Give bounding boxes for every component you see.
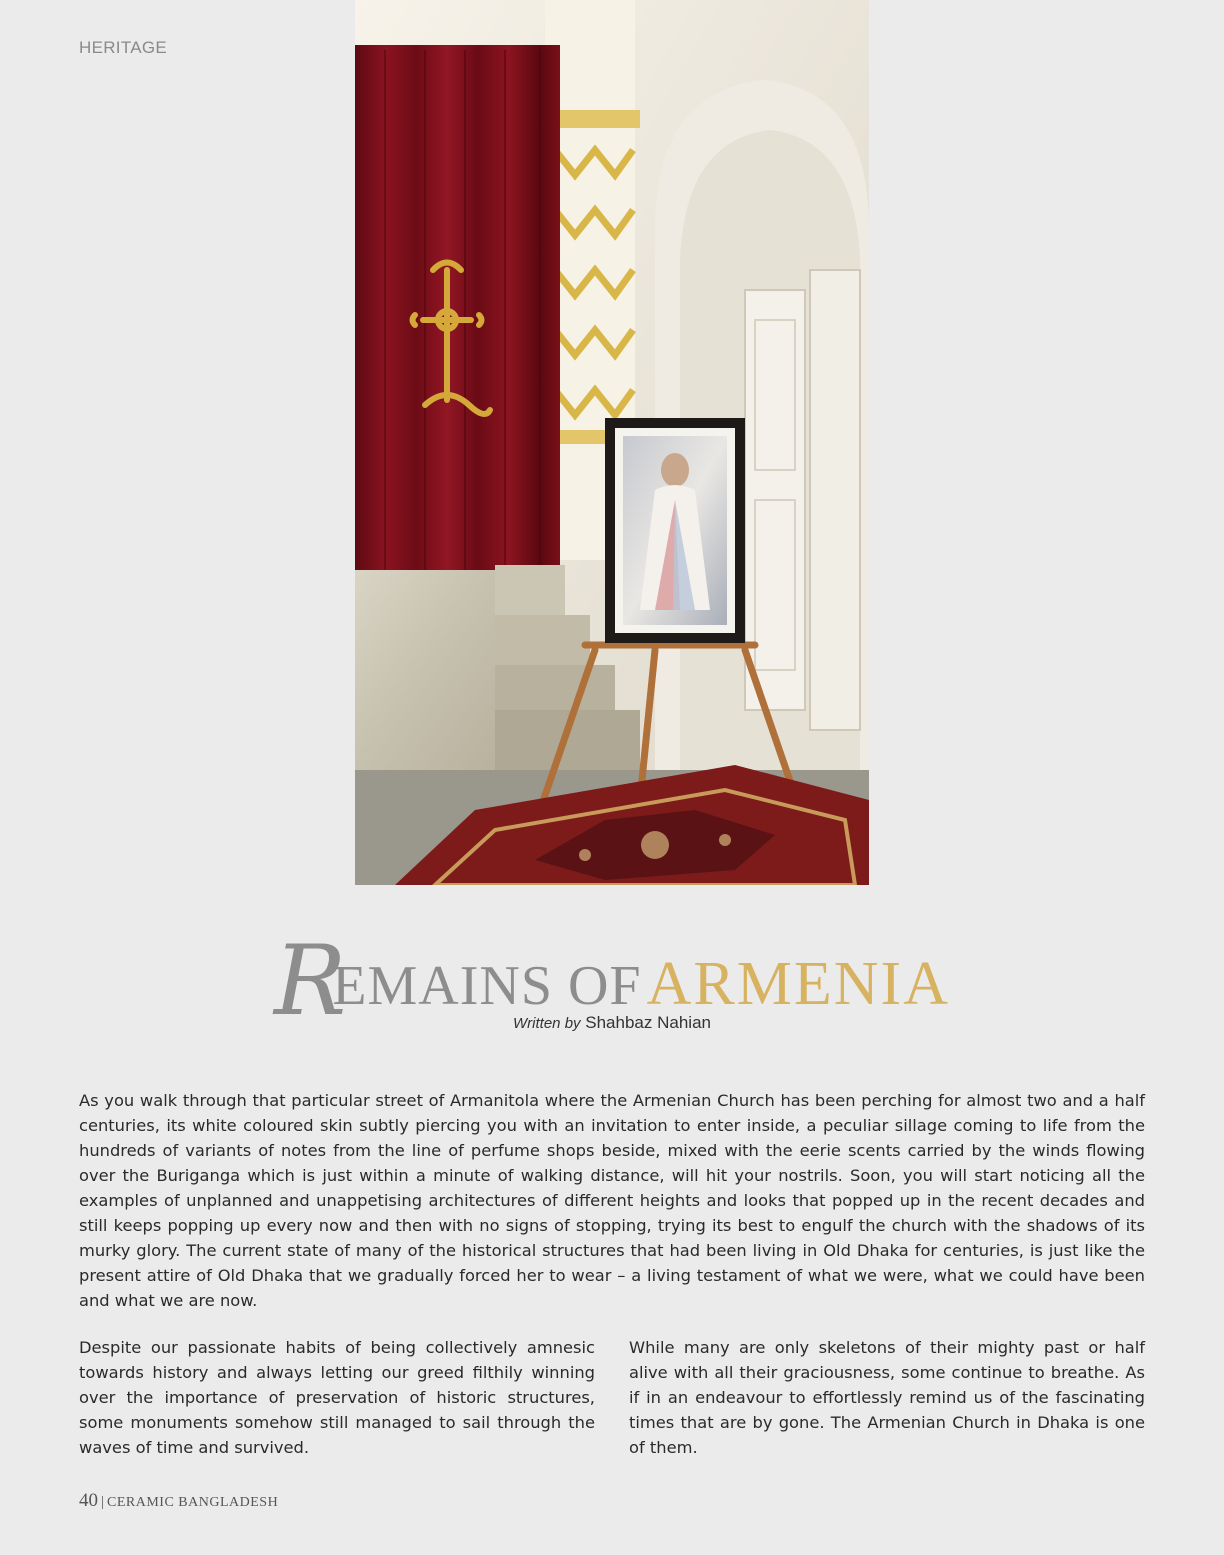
left-column-paragraph: Despite our passionate habits of being collectively amnesic towards history and always letting our greed filthily winning over the importance of preservation of historic structures, some monuments somehow still managed to sail through the waves of time and survived. <box>79 1338 595 1457</box>
title-rest: EMAINS OF <box>332 955 642 1017</box>
title-highlight: ARMENIA <box>646 950 950 1018</box>
author-name: Shahbaz Nahian <box>585 1013 711 1032</box>
section-label: HERITAGE <box>79 38 168 57</box>
magazine-name: CERAMIC BANGLADESH <box>107 1495 279 1510</box>
byline-label: Written by <box>513 1015 581 1032</box>
footer-separator: | <box>101 1494 105 1510</box>
title-initial: R <box>274 925 347 1037</box>
right-column-paragraph: While many are only skeletons of their mighty past or half alive with all their graciousness, some continue to breathe. As if in an endeavour to effortlessly remind us of the fascinating times that are by gone. The Armenian Church in Dhaka is one of them. <box>629 1338 1145 1457</box>
page-number: 40 <box>79 1490 98 1511</box>
byline <box>0 1013 1224 1033</box>
intro-paragraph: As you walk through that particular street of Armanitola where the Armenian Church has been perching for almost two and a half centuries, its white coloured skin subtly piercing you with an invitation to enter inside, a peculiar sillage coming to life from the hundreds of variants of notes from the line of perfume shops beside, mixed with the eerie scents carried by the winds flowing over the Buriganga which is just within a minute of walking distance, will hit your nostrils. Soon, you will start noticing all the examples of unplanned and unappetising architectures of different heights and looks that popped up in the recent decades and still keeps popping up every now and then with no signs of stopping, trying its best to engulf the church with the shadows of its murky glory. The current state of many of the historical structures that had been living in Old Dhaka for centuries, is just like the present attire of Old Dhaka that we gradually forced her to wear – a living testament of what we were, what we could have been and what we are now. <box>79 1091 1145 1310</box>
church-interior-photo <box>355 0 869 885</box>
page-footer <box>79 1490 278 1512</box>
